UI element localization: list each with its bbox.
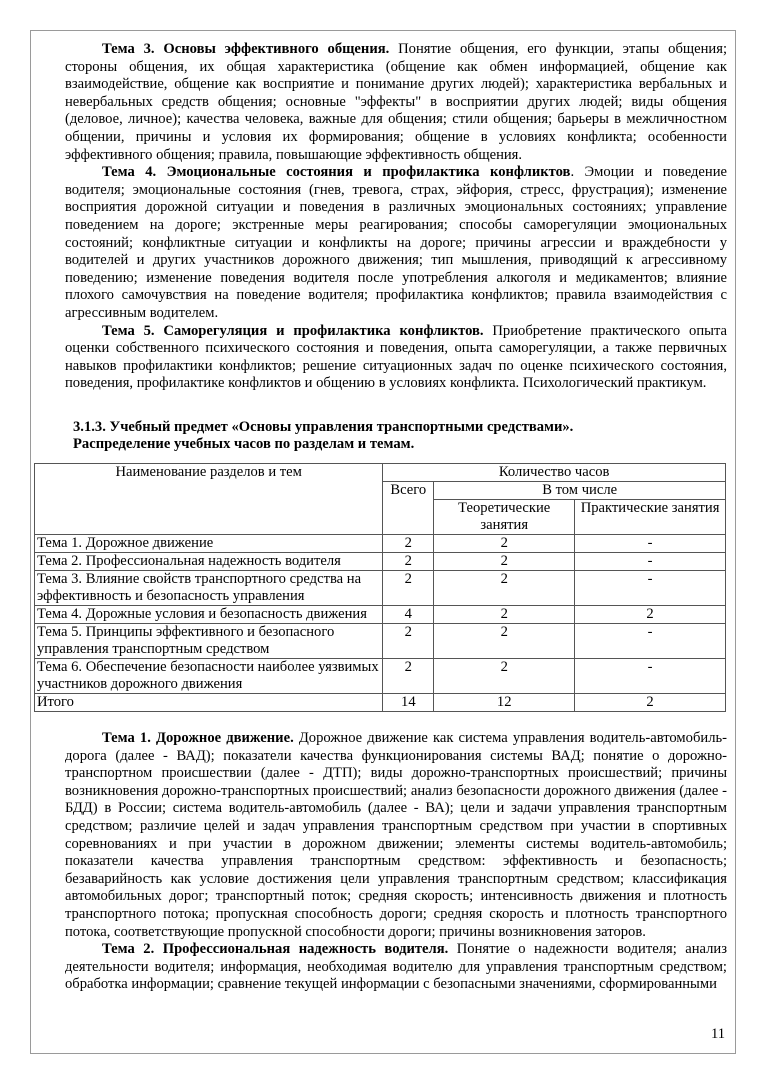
section-heading (65, 419, 727, 454)
theme-1-text: Дорожное движение как система управления водитель-автомобиль-дорога (далее - ВАД); показатели качества функционирования системы ВАД; понятие о дорожно-транспортном происшествии (далее - ДТП); виды дорожно-транспортных происшествий; причины возникновения дорожно-транспортных происшествий; анализ безопасности дорожного движения (далее - БДД) в России; система водитель-автомобиль (далее - ВА); цели и задачи управления транспортным средством; различие целей и задач управления транспортным средством при участии в спортивных соревнованиях и при участии в дорожном движении; элементы системы водитель-автомобиль; показатели качества управления транспортным средством: эффективность и безопасность; безаварийность как условие достижения цели управления транспортным средством; классификация автомобильных дорог; транспортный поток; средняя скорость; интенсивность движения и плотность транспортного потока; пропускная способность дороги; средняя скорость и плотность транспортного потока, соответствующие пропускной способности дороги; причины возникновения заторов. (65, 730, 727, 940)
row-practice: - (575, 624, 726, 659)
row-topic: Тема 3. Влияние свойств транспортного средства на эффективность и безопасность управления (35, 571, 383, 606)
theme-2-text: Понятие о надежности водителя; анализ деятельности водителя; информация, необходимая водителю для управления транспортным средством; обработка информации; сравнение текущей информации с безопасными значениями, сформированными (65, 941, 727, 993)
row-theory: 2 (434, 624, 575, 659)
themes-description (65, 730, 727, 994)
header-total: Всего (383, 482, 434, 535)
row-practice: - (575, 571, 726, 606)
row-theory: 2 (434, 571, 575, 606)
row-total: 2 (383, 571, 434, 606)
theme-3-text: Понятие общения, его функции, этапы общения; стороны общения, их общая характеристика (общение как обмен информацией, общение как взаимодействие, общение как восприятие и понимание других людей); характеристика вербальных и невербальных средств общения; основные "эффекты" в восприятии других людей; виды общения (деловое, личное); качества человека, важные для общения; стили общения; барьеры в межличностном общении, причины и условия их формирования; общение в условиях конфликта; особенности эффективного общения; правила, повышающие эффективность общения. (65, 41, 727, 163)
header-including: В том числе (434, 482, 726, 500)
header-hours-count: Количество часов (383, 464, 726, 482)
section-heading-line-2: Распределение учебных часов по разделам и темам. (73, 436, 415, 453)
row-topic: Тема 4. Дорожные условия и безопасность движения (35, 606, 383, 624)
theme-3-title: Тема 3. Основы эффективного общения. (102, 41, 390, 57)
theme-1-title: Тема 1. Дорожное движение. (102, 730, 294, 747)
row-total: 2 (383, 624, 434, 659)
theme-4-title: Тема 4. Эмоциональные состояния и профилактика конфликтов (102, 164, 571, 181)
row-theory: 2 (434, 535, 575, 553)
row-practice: - (575, 535, 726, 553)
total-practice: 2 (575, 694, 726, 712)
total-theory: 12 (434, 694, 575, 712)
row-theory: 2 (434, 606, 575, 624)
row-topic: Тема 6. Обеспечение безопасности наиболее уязвимых участников дорожного движения (35, 659, 383, 694)
section-heading-line-1: 3.1.3. Учебный предмет «Основы управления транспортными средствами». (73, 418, 574, 435)
theme-2-paragraph (65, 941, 727, 994)
header-theory: Теоретические занятия (434, 500, 575, 535)
theme-1-paragraph (65, 730, 727, 941)
row-total: 2 (383, 553, 434, 571)
page-content (37, 41, 727, 994)
table-row (35, 606, 726, 624)
row-topic: Тема 2. Профессиональная надежность водителя (35, 553, 383, 571)
header-topic-name: Наименование разделов и тем (35, 464, 383, 535)
hours-table (34, 463, 726, 712)
header-practice: Практические занятия (575, 500, 726, 535)
row-topic: Тема 5. Принципы эффективного и безопасного управления транспортным средством (35, 624, 383, 659)
row-practice: - (575, 659, 726, 694)
theme-5-text: Приобретение практического опыта оценки собственного психического состояния и поведения, опыта саморегуляции, а также первичных навыков профилактики конфликтов; решение ситуационных задач по оценке психического состояния, поведения, профилактике конфликтов и общению в условиях конфликта. Психологический практикум. (65, 322, 727, 392)
table-row (35, 535, 726, 553)
theme-2-title: Тема 2. Профессиональная надежность водителя. (102, 941, 449, 958)
row-topic: Тема 1. Дорожное движение (35, 535, 383, 553)
table-row (35, 624, 726, 659)
table-row (35, 659, 726, 694)
table-row (35, 571, 726, 606)
theme-4-paragraph (65, 164, 727, 322)
theme-5-title: Тема 5. Саморегуляция и профилактика конфликтов. (102, 322, 484, 339)
table-total-row (35, 694, 726, 712)
row-theory: 2 (434, 659, 575, 694)
row-total: 2 (383, 535, 434, 553)
row-total: 4 (383, 606, 434, 624)
theme-5-paragraph (65, 323, 727, 393)
total-label: Итого (35, 694, 383, 712)
total-hours: 14 (383, 694, 434, 712)
page-number: 11 (710, 1026, 725, 1042)
row-practice: - (575, 553, 726, 571)
table-row (35, 553, 726, 571)
theme-3-paragraph (65, 41, 727, 164)
row-practice: 2 (575, 606, 726, 624)
page-frame (30, 30, 736, 1054)
row-theory: 2 (434, 553, 575, 571)
row-total: 2 (383, 659, 434, 694)
theme-4-text: . Эмоции и поведение водителя; эмоциональные состояния (гнев, тревога, страх, эйфория, стресс, фрустрация); изменение восприятия дорожной ситуации и поведения в различных эмоциональных состояниях; управление поведением на дороге; экстренные меры реагирования; способы саморегуляции эмоциональных состояний; конфликтные ситуации и конфликты на дороге; причины агрессии и враждебности у водителей и других участников дорожного движения; тип мышления, приводящий к агрессивному поведению; изменение поведения водителя после употребления алкоголя и медикаментов; влияние плохого самочувствия на поведение водителя; профилактика конфликтов; правила взаимодействия с агрессивным водителем. (65, 164, 727, 321)
